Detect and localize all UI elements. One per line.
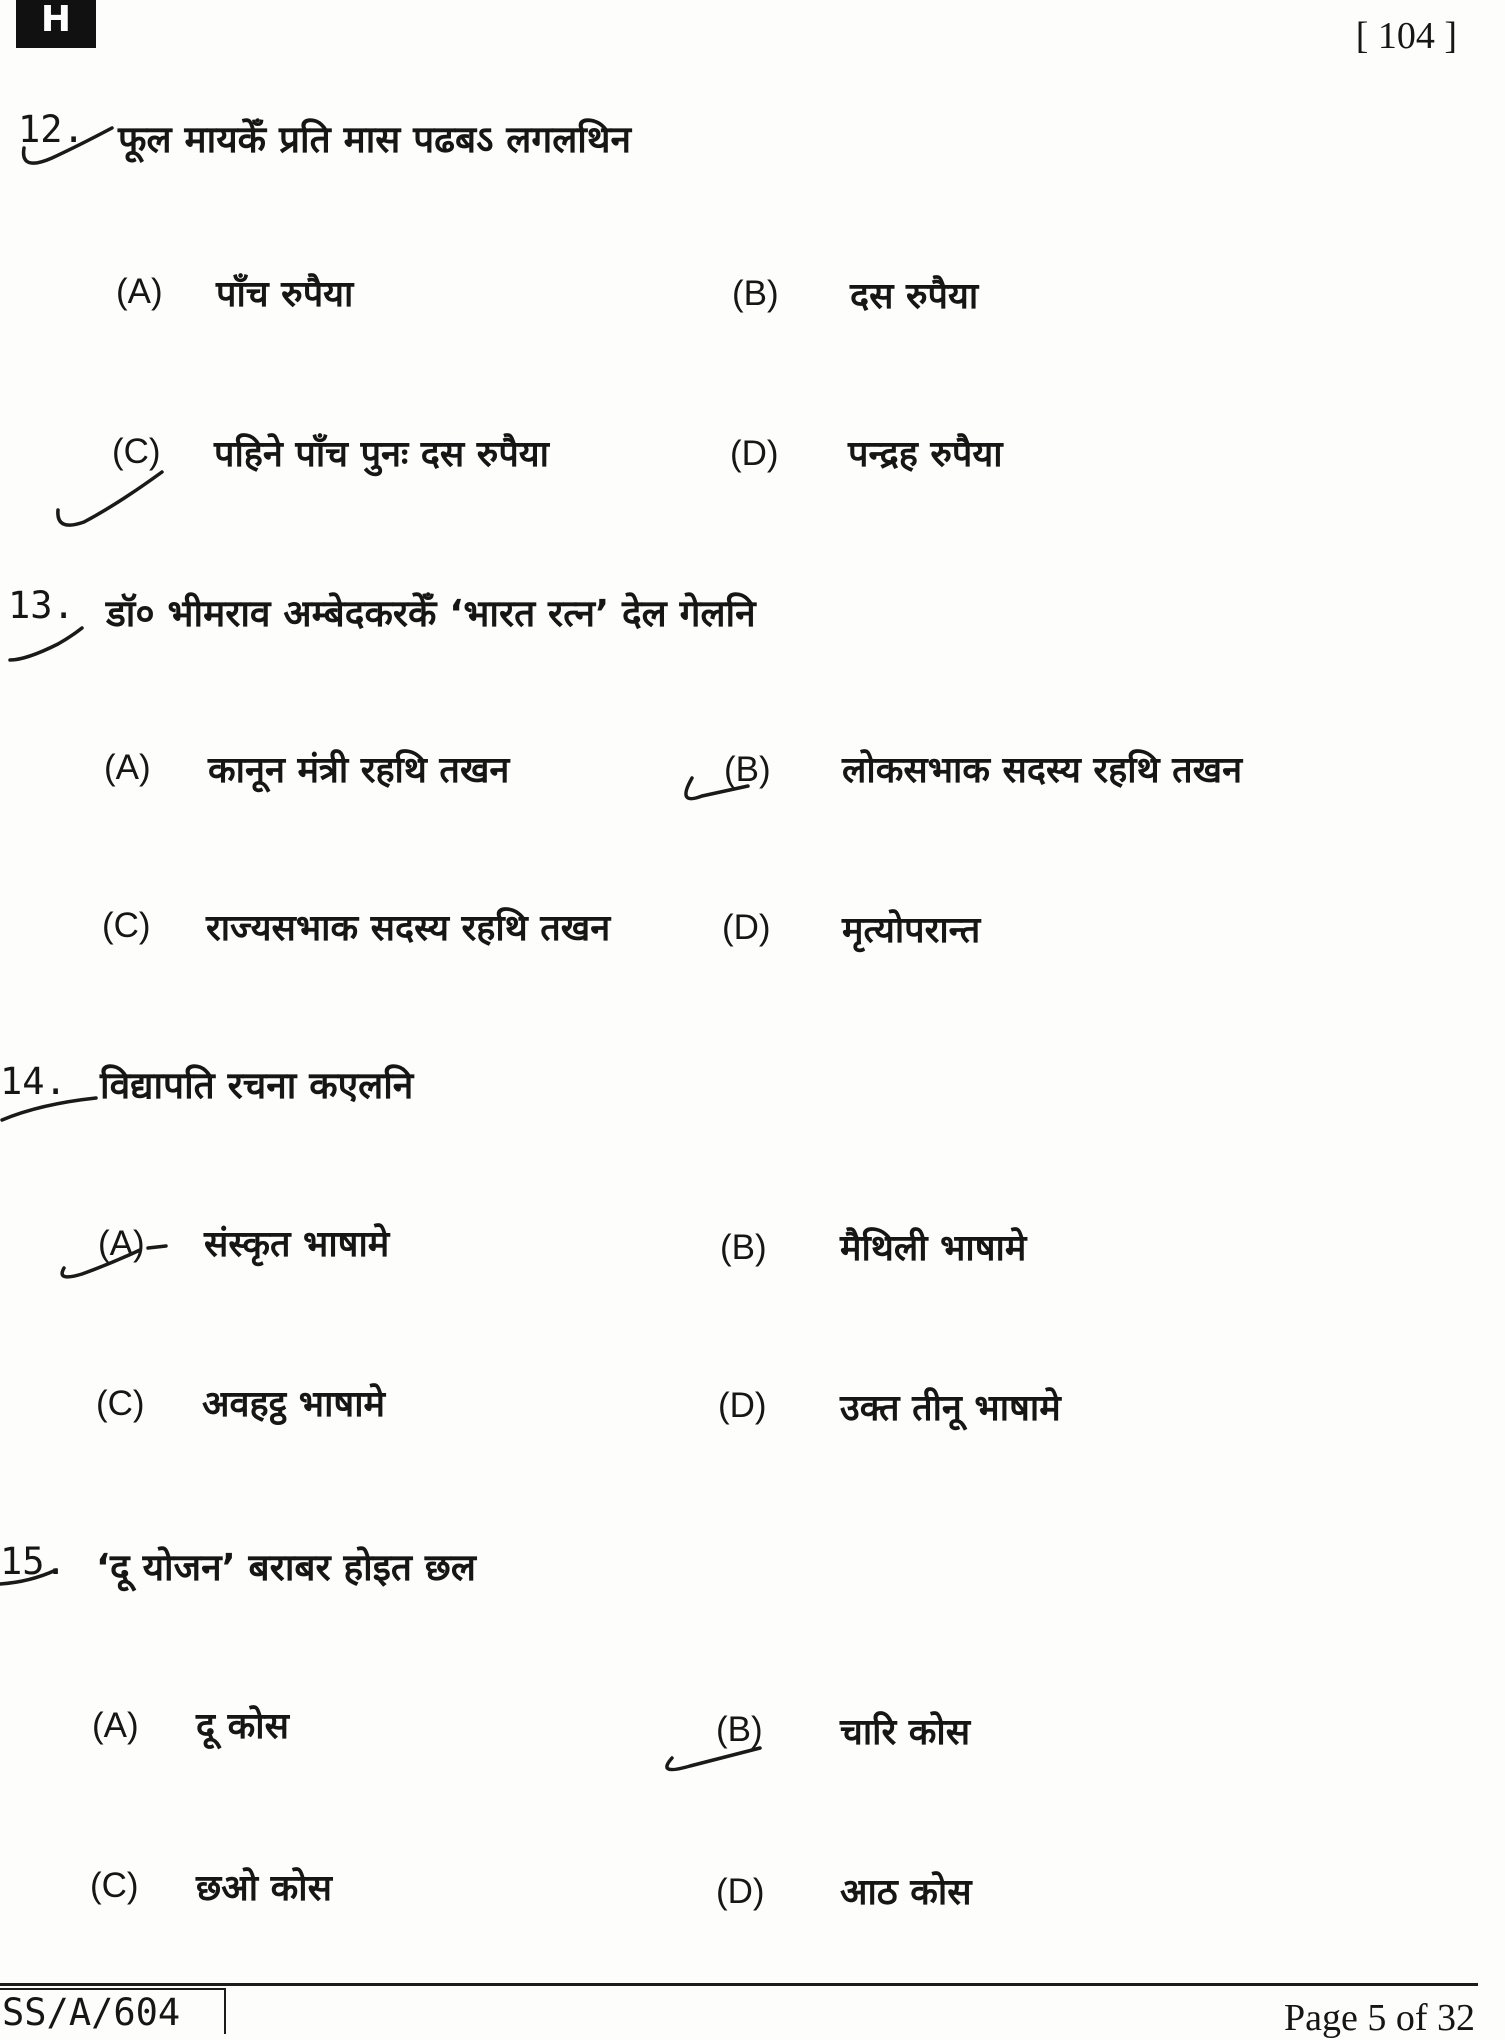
option-label: (B): [724, 750, 771, 789]
set-badge: H: [16, 0, 96, 48]
question-text: फूल मायकेँ प्रति मास पढबऽ लगलथिन: [118, 118, 632, 161]
question-number: 14.: [0, 1060, 67, 1103]
option-label: (C): [90, 1866, 139, 1905]
footer-paper-code: SS/A/604: [0, 1988, 226, 2034]
tick-mark: [667, 1748, 760, 1770]
option-text: राज्यसभाक सदस्य रहथि तखन: [206, 908, 611, 949]
underline-mark: [0, 1570, 56, 1584]
option-text: पाँच रुपैया: [216, 274, 354, 315]
question-text: विद्यापति रचना कएलनि: [100, 1064, 414, 1107]
option-text: मैथिली भाषामे: [840, 1228, 1027, 1269]
option-text: पन्द्रह रुपैया: [848, 434, 1003, 475]
underline-mark: [2, 1098, 96, 1120]
tick-mark: [58, 472, 162, 525]
option-label: (D): [716, 1872, 765, 1911]
option-text: लोकसभाक सदस्य रहथि तखन: [842, 750, 1243, 791]
option-label: (C): [96, 1384, 145, 1423]
option-label: (B): [716, 1710, 763, 1749]
option-label: (B): [720, 1228, 767, 1267]
option-text: मृत्योपरान्त: [842, 910, 981, 951]
tick-mark: [62, 1250, 140, 1277]
footer-rule: [0, 1983, 1478, 1986]
option-text: संस्कृत भाषामे: [204, 1224, 390, 1265]
option-text: उक्त तीनू भाषामे: [840, 1388, 1061, 1429]
question-text: डॉ० भीमराव अम्बेदकरकेँ ‘भारत रत्न’ देल गेलनि: [106, 592, 756, 635]
option-label: (A): [116, 272, 163, 311]
underline-mark: [10, 628, 82, 660]
option-text: छओ कोस: [196, 1868, 332, 1909]
question-number: 15.: [0, 1540, 67, 1583]
option-label: (D): [722, 908, 771, 947]
option-label: (C): [102, 906, 151, 945]
paper-code: [ 104 ]: [1355, 15, 1457, 57]
option-label: (D): [718, 1386, 767, 1425]
underline-mark: [24, 128, 112, 163]
option-text: अवहट्ठ भाषामे: [202, 1384, 386, 1425]
option-text: दस रुपैया: [850, 276, 979, 317]
option-text: दू कोस: [196, 1706, 289, 1747]
question-number: 13.: [8, 584, 75, 627]
option-label: (B): [732, 274, 779, 313]
question-text: ‘दू योजन’ बराबर होइत छल: [96, 1546, 476, 1589]
question-number: 12.: [18, 108, 85, 151]
option-label: (A): [92, 1706, 139, 1745]
tick-mark: [686, 778, 748, 799]
option-label: (A): [104, 748, 151, 787]
option-text: आठ कोस: [840, 1872, 972, 1913]
option-label: (A): [98, 1224, 145, 1263]
option-text: पहिने पाँच पुनः दस रुपैया: [214, 434, 549, 475]
page-number: Page 5 of 32: [1283, 1997, 1475, 2039]
option-text: कानून मंत्री रहथि तखन: [208, 750, 510, 791]
option-label: (C): [112, 432, 161, 471]
option-label: (D): [730, 434, 779, 473]
option-text: चारि कोस: [840, 1712, 971, 1753]
dash-mark: [148, 1246, 166, 1248]
